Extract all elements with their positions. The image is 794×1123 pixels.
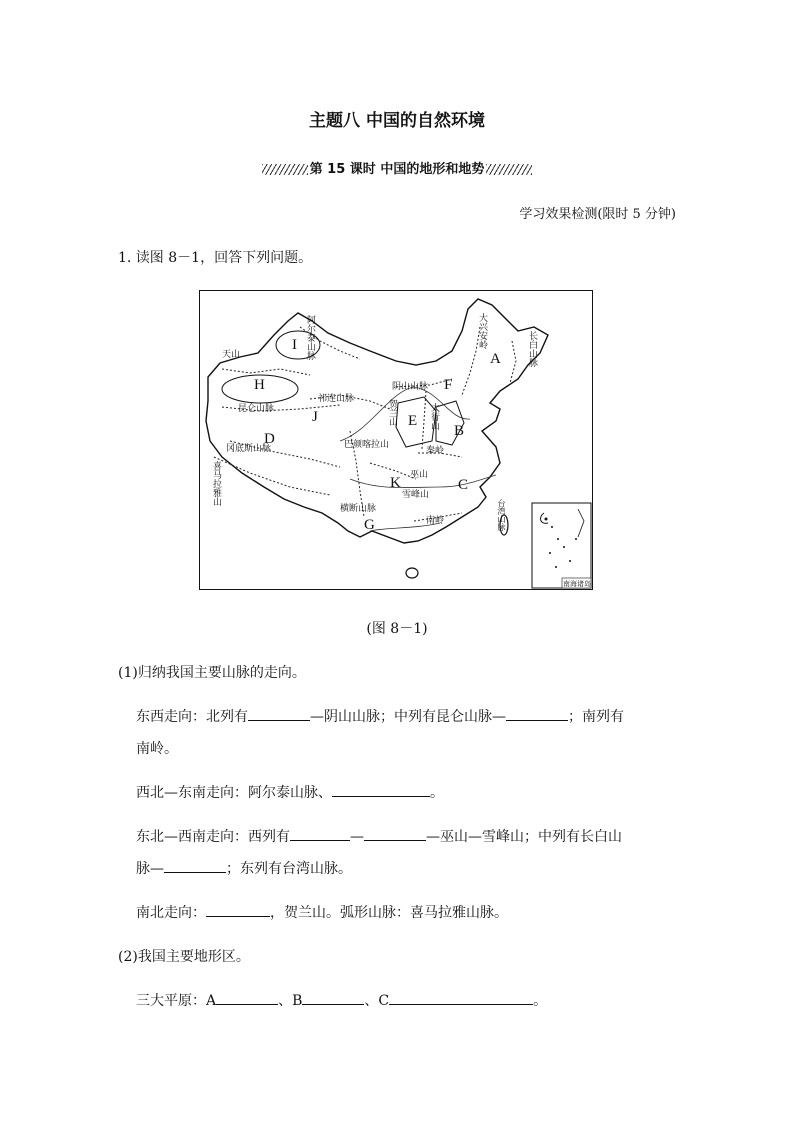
mountain-label-himalaya: 喜马拉雅山: [211, 461, 221, 506]
region-label-I: I: [292, 337, 297, 353]
blank-ns[interactable]: [206, 902, 270, 917]
mountain-label-altai: 阿尔泰山脉: [305, 315, 315, 360]
ew-text-c: ；南列有: [568, 709, 624, 725]
lesson-subtitle-text: 第 15 课时 中国的地形和地势: [309, 162, 485, 177]
decorative-hatch-left: [262, 164, 308, 175]
region-label-H: H: [254, 377, 265, 393]
mountain-label-gangdise: 冈底斯山脉: [226, 444, 272, 454]
plains-text-c: 、C: [364, 993, 390, 1009]
blank-nwse[interactable]: [332, 782, 430, 797]
nesw-text-d: 脉—: [136, 861, 164, 877]
line-east-west: [136, 706, 624, 726]
region-label-D: D: [264, 431, 275, 447]
sub-question-1: (1)归纳我国主要山脉的走向。: [118, 665, 306, 681]
line-north-south: [136, 902, 508, 922]
time-limit-note: 学习效果检测(限时 5 分钟): [519, 207, 676, 222]
region-label-G: G: [364, 517, 375, 533]
ew-text-a: 东西走向：北列有: [136, 709, 248, 725]
line-ne-sw: [136, 826, 622, 846]
line-ne-sw-cont: [136, 858, 352, 878]
nwse-text-b: 。: [430, 785, 444, 801]
question-1: 1. 读图 8－1，回答下列问题。: [118, 250, 313, 266]
region-label-B: B: [454, 423, 465, 439]
line-east-west-cont: 南岭。: [136, 741, 178, 757]
china-topography-map: [199, 290, 593, 590]
mountain-label-helan: 贺兰山: [387, 399, 397, 426]
plains-text-b: 、B: [278, 993, 303, 1009]
region-label-E: E: [408, 413, 418, 429]
blank-ew-north[interactable]: [248, 706, 310, 721]
lesson-subtitle: [0, 158, 794, 177]
plains-text-a: 三大平原：A: [136, 993, 217, 1009]
ew-text-b: —阴山山脉；中列有昆仑山脉—: [310, 709, 506, 725]
hainan-island: [406, 568, 418, 578]
mountain-label-wushan: 巫山: [410, 470, 429, 480]
mountain-ranges: [214, 327, 516, 521]
mountain-label-hengduan: 横断山脉: [340, 504, 377, 514]
mountain-label-taiwan: 台湾山脉: [497, 499, 506, 531]
nesw-text-c: —巫山—雪峰山；中列有长白山: [426, 829, 622, 845]
region-label-K: K: [390, 475, 401, 491]
ns-text-b: ，贺兰山。弧形山脉：喜马拉雅山脉。: [270, 905, 508, 921]
blank-nesw-west-2[interactable]: [364, 826, 426, 841]
mountain-label-qilian: 祁连山脉: [318, 394, 355, 404]
nwse-text-a: 西北—东南走向：阿尔泰山脉、: [136, 785, 332, 801]
blank-plain-c[interactable]: [389, 990, 533, 1005]
decorative-hatch-right: [486, 164, 532, 175]
mountain-label-xuefeng: 雪峰山: [402, 490, 430, 500]
blank-nesw-middle[interactable]: [164, 858, 226, 873]
mountain-label-qinling: 秦岭: [426, 446, 445, 456]
region-label-A: A: [490, 351, 501, 367]
line-plains: [136, 990, 547, 1010]
plains-text-d: 。: [533, 993, 548, 1009]
region-label-F: F: [444, 377, 453, 393]
page-title: 主题八 中国的自然环境: [309, 111, 485, 131]
mountain-label-taihang: 太行山: [429, 403, 439, 430]
nesw-text-b: —: [350, 829, 364, 845]
mountain-label-kunlun: 昆仑山脉: [238, 404, 275, 414]
blank-plain-a[interactable]: [216, 990, 278, 1005]
region-label-J: J: [312, 409, 318, 425]
inset-label: 南海诸岛: [563, 580, 591, 588]
figure-caption: (图 8－1): [366, 621, 428, 637]
mountain-label-changbai: 长白山脉: [527, 331, 537, 367]
mountain-label-yinshan: 阴山山脉: [392, 382, 429, 392]
ns-text-a: 南北走向：: [136, 905, 206, 921]
mountain-label-nanling: 南岭: [426, 516, 445, 526]
blank-nesw-west-1[interactable]: [290, 826, 350, 841]
nesw-text-e: ；东列有台湾山脉。: [226, 861, 352, 877]
line-nw-se: [136, 782, 444, 802]
sub-question-2: (2)我国主要地形区。: [118, 949, 250, 965]
mountain-label-greater-khingan: 大兴安岭: [477, 313, 487, 349]
blank-plain-b[interactable]: [302, 990, 364, 1005]
region-label-C: C: [458, 477, 469, 493]
nesw-text-a: 东北—西南走向：西列有: [136, 829, 290, 845]
mountain-label-bayan-har: 巴颜喀拉山: [344, 440, 390, 450]
blank-ew-middle[interactable]: [506, 706, 568, 721]
mountain-label-tianshan: 天山: [222, 350, 241, 360]
